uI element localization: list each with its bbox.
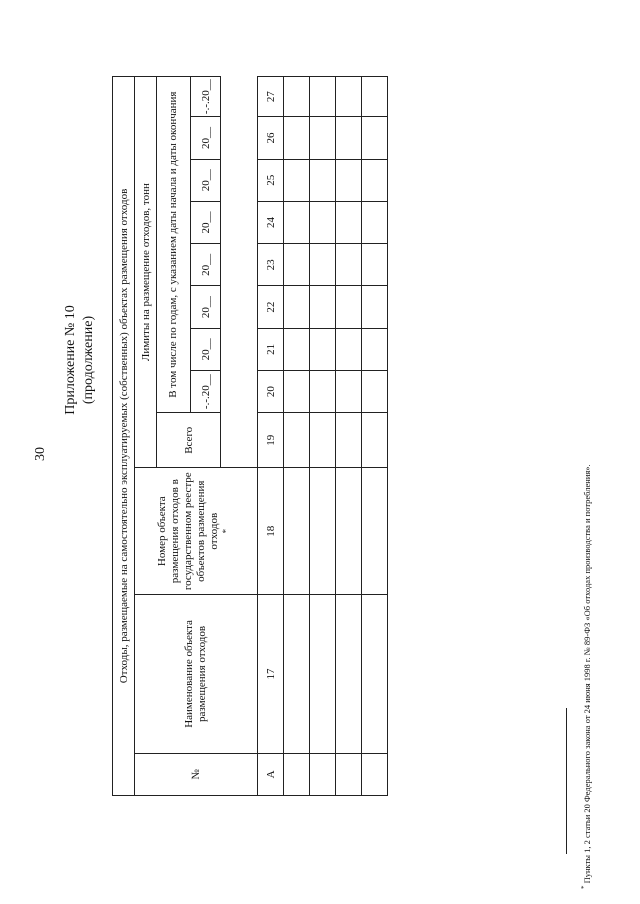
col-registry-header bbox=[135, 468, 258, 595]
appendix-title: Приложение № 10 bbox=[63, 305, 78, 415]
numbering-cell: 23 bbox=[258, 244, 284, 286]
main-header-cell bbox=[113, 77, 135, 796]
table-row bbox=[310, 77, 336, 796]
limits-header: Лимиты на размещение отходов, тонн bbox=[139, 183, 152, 362]
numbering-cell: А bbox=[258, 753, 284, 795]
by-years-header bbox=[157, 77, 191, 413]
year-header: 20__ bbox=[191, 286, 221, 328]
footnote-mark: * bbox=[580, 885, 588, 889]
numbering-cell: 25 bbox=[258, 159, 284, 201]
table-row bbox=[362, 77, 388, 796]
numbering-cell: 27 bbox=[258, 77, 284, 117]
numbering-cell: 17 bbox=[258, 595, 284, 754]
waste-limits-table bbox=[112, 76, 388, 796]
year-header: 20__ bbox=[191, 328, 221, 370]
appendix-heading bbox=[62, 280, 106, 440]
page-number: 30 bbox=[33, 447, 48, 461]
numbering-cell: 22 bbox=[258, 286, 284, 328]
table-row bbox=[284, 77, 310, 796]
year-header: 20__ bbox=[191, 244, 221, 286]
year-header: 20__ bbox=[191, 117, 221, 159]
appendix-subtitle: (продолжение) bbox=[81, 315, 96, 405]
numbering-cell: 19 bbox=[258, 413, 284, 468]
numbering-cell: 20 bbox=[258, 371, 284, 413]
col-name-label: Наименование объекта размещения отходов bbox=[183, 620, 208, 728]
year-header: 20__ bbox=[191, 201, 221, 243]
numbering-row bbox=[258, 77, 284, 796]
waste-limits-table-container bbox=[112, 76, 388, 796]
year-header: 20__ bbox=[191, 159, 221, 201]
col-no-label: № bbox=[190, 769, 202, 780]
footnote bbox=[577, 309, 591, 889]
col-registry-label: Номер объекта размещения отходов в государственном реестре объектов размещения отходов bbox=[155, 472, 220, 591]
limits-header-cell bbox=[135, 77, 157, 468]
table-row bbox=[336, 77, 362, 796]
year-header-first: -.-.20__ bbox=[191, 371, 221, 413]
registry-footnote-mark: * bbox=[220, 528, 231, 534]
col-no-header bbox=[135, 753, 258, 795]
numbering-cell: 24 bbox=[258, 201, 284, 243]
main-header: Отходы, размещаемые на самостоятельно эксплуатируемых (собственных) объектах размещения отходов bbox=[117, 188, 130, 684]
total-header bbox=[157, 413, 221, 468]
col-name-header bbox=[135, 595, 258, 754]
numbering-cell: 18 bbox=[258, 468, 284, 595]
year-header-last: -.-.20__ bbox=[191, 77, 221, 117]
total-label: Всего bbox=[182, 426, 195, 454]
numbering-cell: 21 bbox=[258, 328, 284, 370]
footnote-text: Пункты 1, 2 статьи 20 Федерального закона от 24 июня 1998 г. № 89-ФЗ «Об отходах производства и потребления». bbox=[581, 464, 592, 884]
footnote-separator bbox=[566, 708, 567, 854]
by-years-label: В том числе по годам, с указанием даты начала и даты окончания bbox=[167, 91, 179, 398]
numbering-cell: 26 bbox=[258, 117, 284, 159]
